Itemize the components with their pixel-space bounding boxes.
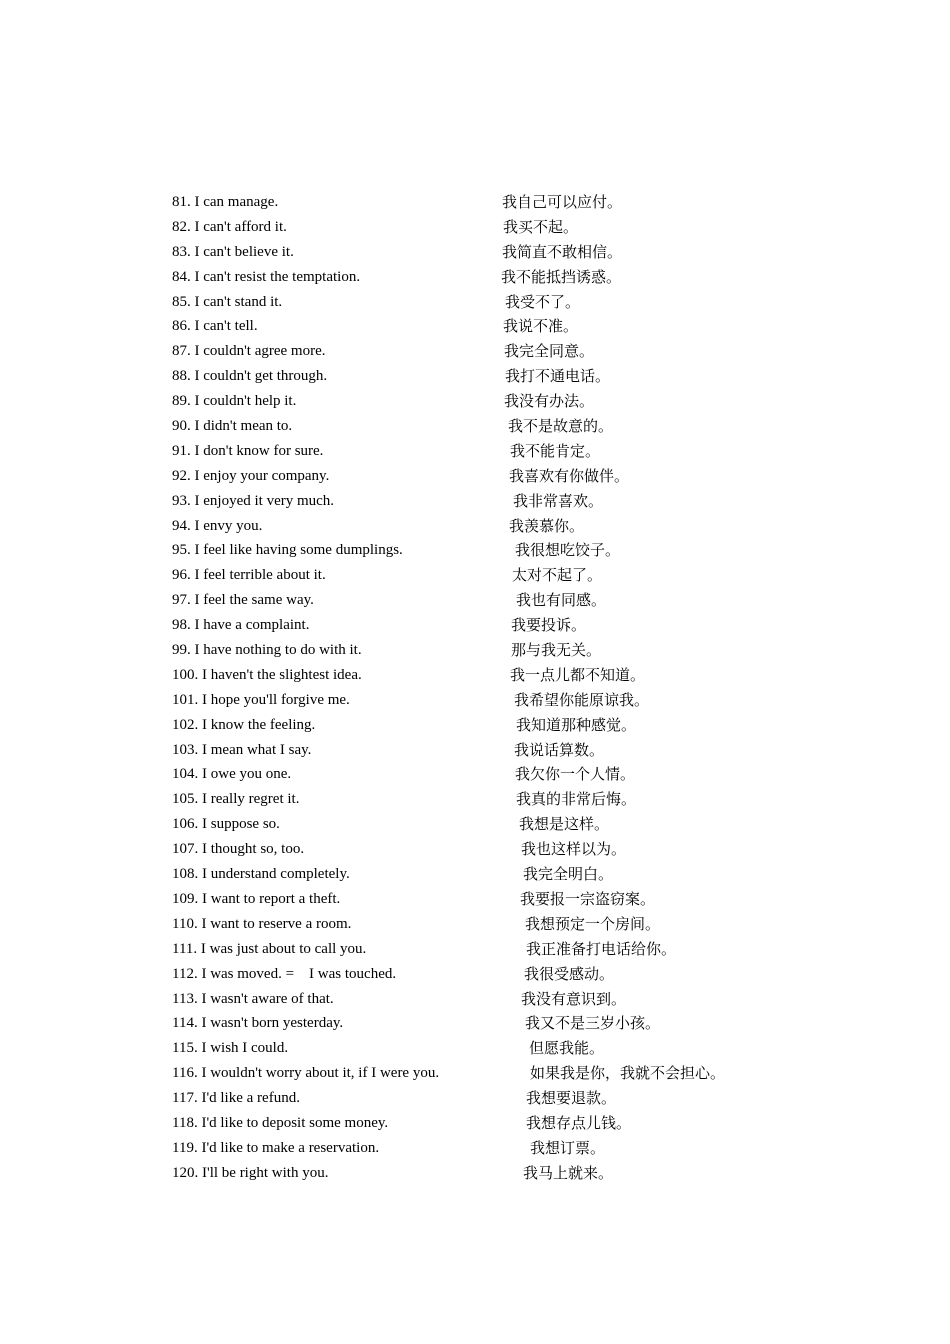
chinese-translation: 我想预定一个房间。 [525,914,661,933]
list-item [0,240,950,265]
english-phrase: 83. I can't believe it. [172,243,294,260]
list-item [0,439,950,464]
chinese-translation: 我买不起。 [503,217,579,236]
chinese-translation: 我要投诉。 [511,616,587,635]
list-item [0,414,950,439]
english-phrase: 119. I'd like to make a reservation. [172,1139,380,1156]
english-phrase: 98. I have a complaint. [172,617,310,634]
chinese-translation: 我不是故意的。 [508,417,614,436]
list-item [0,862,950,887]
phrase-list [0,190,950,1186]
english-phrase: 90. I didn't mean to. [172,418,293,435]
chinese-translation: 如果我是你，我就不会担心。 [530,1064,726,1083]
list-item [0,538,950,563]
list-item [0,812,950,837]
english-phrase: 113. I wasn't aware of that. [172,990,334,1007]
list-item [0,1111,950,1136]
list-item [0,638,950,663]
chinese-translation: 我知道那种感觉。 [516,715,637,734]
english-phrase: 89. I couldn't help it. [172,393,297,410]
english-phrase: 97. I feel the same way. [172,592,314,609]
list-item [0,339,950,364]
list-item [0,215,950,240]
english-phrase: 94. I envy you. [172,517,263,534]
list-item [0,190,950,215]
chinese-translation: 我完全明白。 [523,865,614,884]
english-phrase: 82. I can't afford it. [172,218,287,235]
chinese-translation: 我想存点儿钱。 [526,1113,632,1132]
english-phrase: 95. I feel like having some dumplings. [172,542,403,559]
list-item [0,713,950,738]
list-item [0,613,950,638]
list-item [0,987,950,1012]
english-phrase: 91. I don't know for sure. [172,442,324,459]
chinese-translation: 我不能抵挡诱惑。 [501,267,622,286]
chinese-translation: 我也这样以为。 [521,840,627,859]
english-phrase: 85. I can't stand it. [172,293,283,310]
list-item [0,265,950,290]
english-phrase: 107. I thought so, too. [172,841,305,858]
chinese-translation: 太对不起了。 [512,566,603,585]
english-phrase: 116. I wouldn't worry about it, if I were you. [172,1065,440,1082]
list-item [0,514,950,539]
chinese-translation: 我没有意识到。 [521,989,627,1008]
chinese-translation: 我非常喜欢。 [513,491,604,510]
english-phrase: 87. I couldn't agree more. [172,343,326,360]
chinese-translation: 我想要退款。 [526,1089,617,1108]
english-phrase: 100. I haven't the slightest idea. [172,666,362,683]
chinese-translation: 我受不了。 [505,292,581,311]
english-phrase: 103. I mean what I say. [172,741,312,758]
english-phrase: 115. I wish I could. [172,1040,289,1057]
list-item [0,464,950,489]
chinese-translation: 我很受感动。 [524,964,615,983]
list-item [0,962,950,987]
chinese-translation: 我希望你能原谅我。 [514,690,650,709]
list-item [0,1086,950,1111]
list-item [0,290,950,315]
english-phrase: 109. I want to report a theft. [172,890,341,907]
chinese-translation: 我马上就来。 [523,1163,614,1182]
list-item [0,1161,950,1186]
chinese-translation: 我很想吃饺子。 [515,541,621,560]
list-item [0,1036,950,1061]
chinese-translation: 我欠你一个人情。 [515,765,636,784]
list-item [0,1136,950,1161]
english-phrase: 101. I hope you'll forgive me. [172,691,350,708]
english-phrase: 108. I understand completely. [172,866,350,883]
list-item [0,389,950,414]
chinese-translation: 我没有办法。 [504,392,595,411]
chinese-translation: 我羡慕你。 [509,516,585,535]
english-phrase: 88. I couldn't get through. [172,368,328,385]
chinese-translation: 我不能肯定。 [510,441,601,460]
list-item [0,738,950,763]
chinese-translation: 但愿我能。 [529,1039,605,1058]
list-item [0,937,950,962]
list-item [0,1011,950,1036]
english-phrase: 117. I'd like a refund. [172,1090,300,1107]
list-item [0,912,950,937]
english-phrase: 96. I feel terrible about it. [172,567,326,584]
list-item [0,837,950,862]
chinese-translation: 我正准备打电话给你。 [526,939,677,958]
chinese-translation: 我也有同感。 [516,591,607,610]
english-phrase: 86. I can't tell. [172,318,258,335]
english-phrase: 111. I was just about to call you. [172,940,367,957]
chinese-translation: 我想是这样。 [519,815,610,834]
list-item [0,314,950,339]
english-phrase: 81. I can manage. [172,194,279,210]
english-phrase: 120. I'll be right with you. [172,1164,329,1181]
list-item [0,787,950,812]
english-phrase: 110. I want to reserve a room. [172,915,352,932]
english-phrase: 112. I was moved. = I was touched. [172,965,397,982]
chinese-translation: 我一点儿都不知道。 [510,665,646,684]
english-phrase: 92. I enjoy your company. [172,467,330,484]
english-phrase: 106. I suppose so. [172,816,280,833]
chinese-translation: 我想订票。 [530,1138,606,1157]
chinese-translation: 我喜欢有你做伴。 [509,466,630,485]
english-phrase: 99. I have nothing to do with it. [172,642,362,659]
chinese-translation: 我说不准。 [503,317,579,336]
chinese-translation: 我要报一宗盗窃案。 [520,889,656,908]
list-item [0,887,950,912]
english-phrase: 104. I owe you one. [172,766,292,783]
list-item [0,489,950,514]
list-item [0,663,950,688]
english-phrase: 105. I really regret it. [172,791,300,808]
english-phrase: 114. I wasn't born yesterday. [172,1015,344,1032]
list-item [0,1061,950,1086]
list-item [0,364,950,389]
chinese-translation: 我说话算数。 [514,740,605,759]
english-phrase: 102. I know the feeling. [172,716,316,733]
english-phrase: 93. I enjoyed it very much. [172,492,335,509]
list-item [0,588,950,613]
chinese-translation: 我简直不敢相信。 [502,242,623,261]
chinese-translation: 我完全同意。 [504,342,595,361]
chinese-translation: 我又不是三岁小孩。 [525,1014,661,1033]
list-item [0,762,950,787]
list-item [0,688,950,713]
chinese-translation: 我自己可以应付。 [502,193,623,211]
chinese-translation: 我打不通电话。 [505,367,611,386]
chinese-translation: 我真的非常后悔。 [516,790,637,809]
chinese-translation: 那与我无关。 [511,641,602,660]
list-item [0,563,950,588]
english-phrase: 118. I'd like to deposit some money. [172,1114,389,1131]
english-phrase: 84. I can't resist the temptation. [172,268,361,285]
